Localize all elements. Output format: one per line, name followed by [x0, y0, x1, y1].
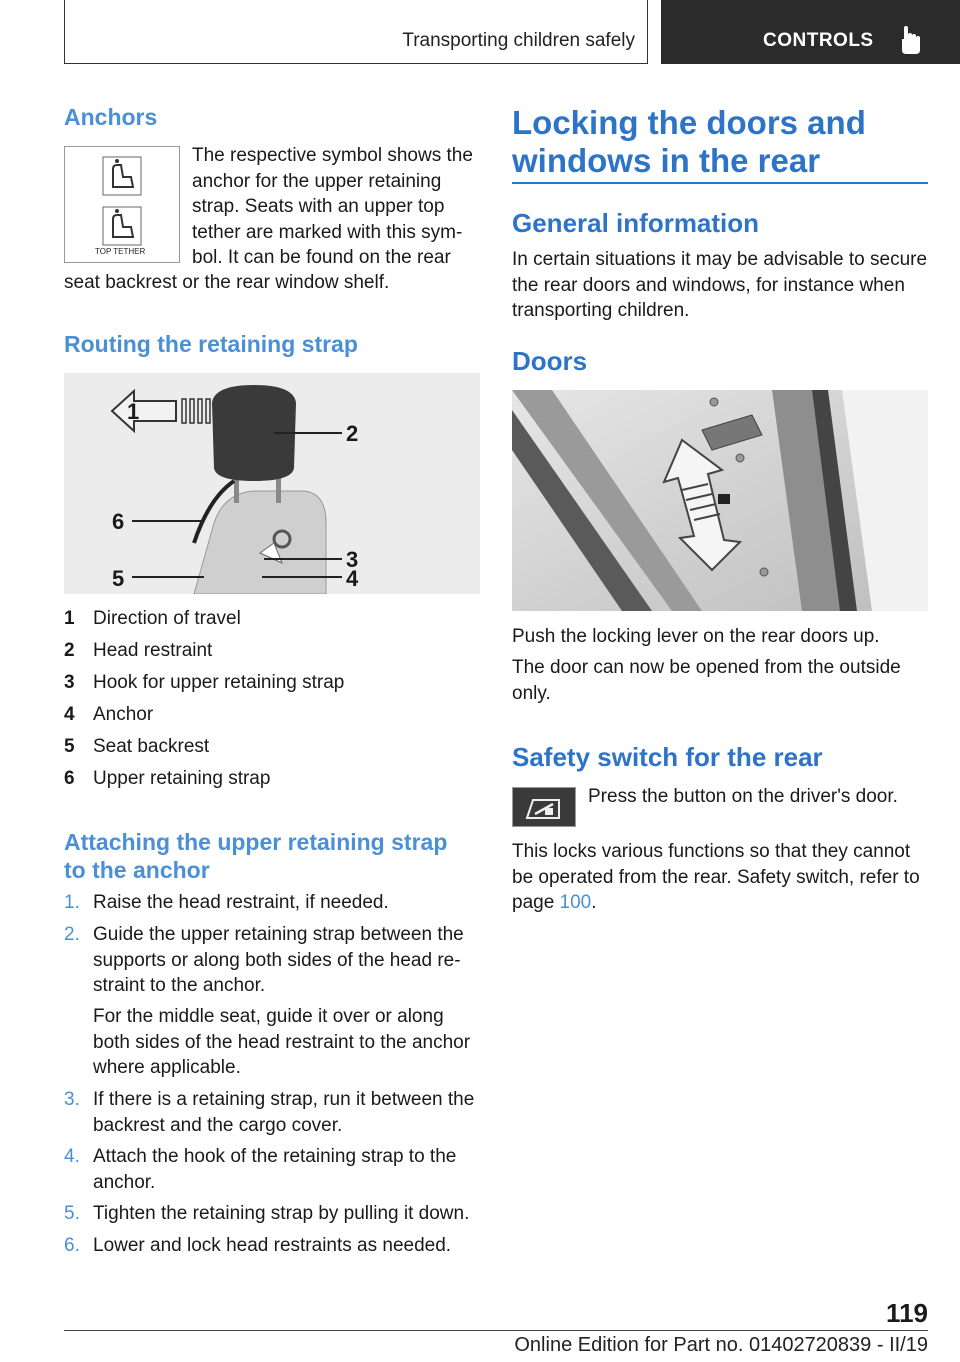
- step-item: [64, 1004, 480, 1081]
- header-chapter-box: [661, 0, 960, 64]
- legend-text: Upper retaining strap: [93, 768, 271, 789]
- pointing-hand-icon: [897, 24, 923, 56]
- routing-figure: [64, 373, 480, 594]
- anchors-text-line: The respective symbol shows the: [192, 145, 473, 166]
- legend-text: Seat backrest: [93, 736, 210, 757]
- step-item: [64, 1087, 480, 1138]
- header-section-box: [64, 0, 648, 64]
- anchors-text-line: anchor for the upper retaining: [192, 170, 442, 192]
- general-text: In certain situations it may be advisable to secure the rear doors and windows, for instance when transporting children.: [512, 249, 928, 321]
- legend-number: 3: [64, 672, 75, 693]
- step-item: [64, 1201, 480, 1227]
- step-item: [64, 1233, 480, 1259]
- doors-photo: [512, 390, 928, 611]
- legend-number: 6: [64, 768, 75, 789]
- anchors-text-line: bol. It can be found on the rear: [192, 247, 451, 268]
- door-lock-lever-illustration: [512, 390, 928, 611]
- legend-number: 5: [64, 736, 75, 757]
- step-number: 5.: [64, 1203, 80, 1224]
- doors-text-1: Push the locking lever on the rear doors up.: [512, 626, 880, 647]
- figure-label-4: 4: [346, 566, 359, 591]
- step-item: [64, 922, 480, 999]
- figure-label-5: 5: [112, 566, 125, 591]
- step-text: Lower and lock head restraints as needed.: [93, 1235, 452, 1256]
- safety-icon-text: Press the button on the driver's door.: [588, 786, 898, 807]
- anchors-text-last: seat backrest or the rear window shelf.: [64, 272, 390, 293]
- safety-text-end: .: [591, 892, 597, 913]
- figure-label-1: 1: [127, 399, 140, 424]
- step-text: For the middle seat, guide it over or along both sides of the head restraint to the anchor where applicable.: [93, 1006, 471, 1078]
- step-text: Attach the hook of the retaining strap to the anchor.: [93, 1146, 457, 1193]
- child-seat-anchor-icon: [65, 147, 179, 262]
- step-number: 6.: [64, 1235, 80, 1256]
- step-number: 1.: [64, 892, 80, 913]
- safety-text-body: This locks various functions so that they cannot be operated from the rear. Safety switch, refer to page: [512, 841, 920, 913]
- header-section-title: Transporting children safely: [402, 30, 635, 51]
- general-heading: General information: [512, 208, 760, 238]
- legend-text: Hook for upper retaining strap: [93, 672, 345, 693]
- legend-number: 4: [64, 704, 75, 725]
- doors-text-2: The door can now be opened from the outside only.: [512, 657, 901, 704]
- attach-heading-line: to the anchor: [64, 857, 210, 883]
- legend-number: 1: [64, 608, 75, 629]
- figure-label-6: 6: [112, 509, 125, 534]
- anchors-heading: Anchors: [64, 104, 158, 130]
- anchors-text-line: strap. Seats with an upper top: [192, 196, 445, 217]
- anchors-text-wrapped: [192, 143, 482, 271]
- safety-text: [512, 839, 932, 916]
- page-number: 119: [886, 1298, 928, 1328]
- routing-heading: Routing the retaining strap: [64, 331, 358, 357]
- step-item: [64, 1144, 480, 1195]
- legend-text: Head restraint: [93, 640, 213, 661]
- main-heading: [512, 104, 866, 180]
- figure-label-3: 3: [346, 547, 359, 572]
- step-number: 4.: [64, 1146, 80, 1167]
- footer-rule: [64, 1330, 928, 1331]
- window-lock-icon: [513, 788, 575, 826]
- safety-heading: Safety switch for the rear: [512, 742, 823, 772]
- safety-switch-symbol: [512, 787, 576, 827]
- header-chapter-label: CONTROLS: [763, 30, 874, 51]
- legend-text: Direction of travel: [93, 608, 241, 629]
- main-heading-line: windows in the rear: [512, 142, 821, 179]
- legend-number: 2: [64, 640, 75, 661]
- step-text: Raise the head restraint, if needed.: [93, 892, 389, 913]
- step-text: Guide the upper retaining strap between the supports or along both sides of the head restraint to the anchor.: [93, 924, 464, 996]
- figure-label-2: 2: [346, 421, 359, 446]
- anchors-text-line: tether are marked with this sym-: [192, 221, 463, 243]
- attach-heading: [64, 828, 447, 884]
- step-text: If there is a retaining strap, run it between the backrest and the cargo cover.: [93, 1089, 475, 1136]
- step-number: 3.: [64, 1089, 80, 1110]
- step-item: [64, 890, 480, 916]
- step-text: Tighten the retaining strap by pulling it down.: [93, 1203, 470, 1224]
- page-reference-link[interactable]: 100: [559, 892, 592, 913]
- main-heading-line: Locking the doors and: [512, 104, 866, 141]
- footer-edition: Online Edition for Part no. 01402720839 - II/19: [514, 1334, 928, 1356]
- top-tether-caption: TOP TETHER: [95, 247, 146, 256]
- anchor-symbol-box: [64, 146, 180, 263]
- doors-heading: Doors: [512, 346, 588, 376]
- step-number: 2.: [64, 924, 80, 945]
- heading-rule: [512, 182, 928, 184]
- attach-heading-line: Attaching the upper retaining strap: [64, 829, 448, 855]
- legend-text: Anchor: [93, 704, 154, 725]
